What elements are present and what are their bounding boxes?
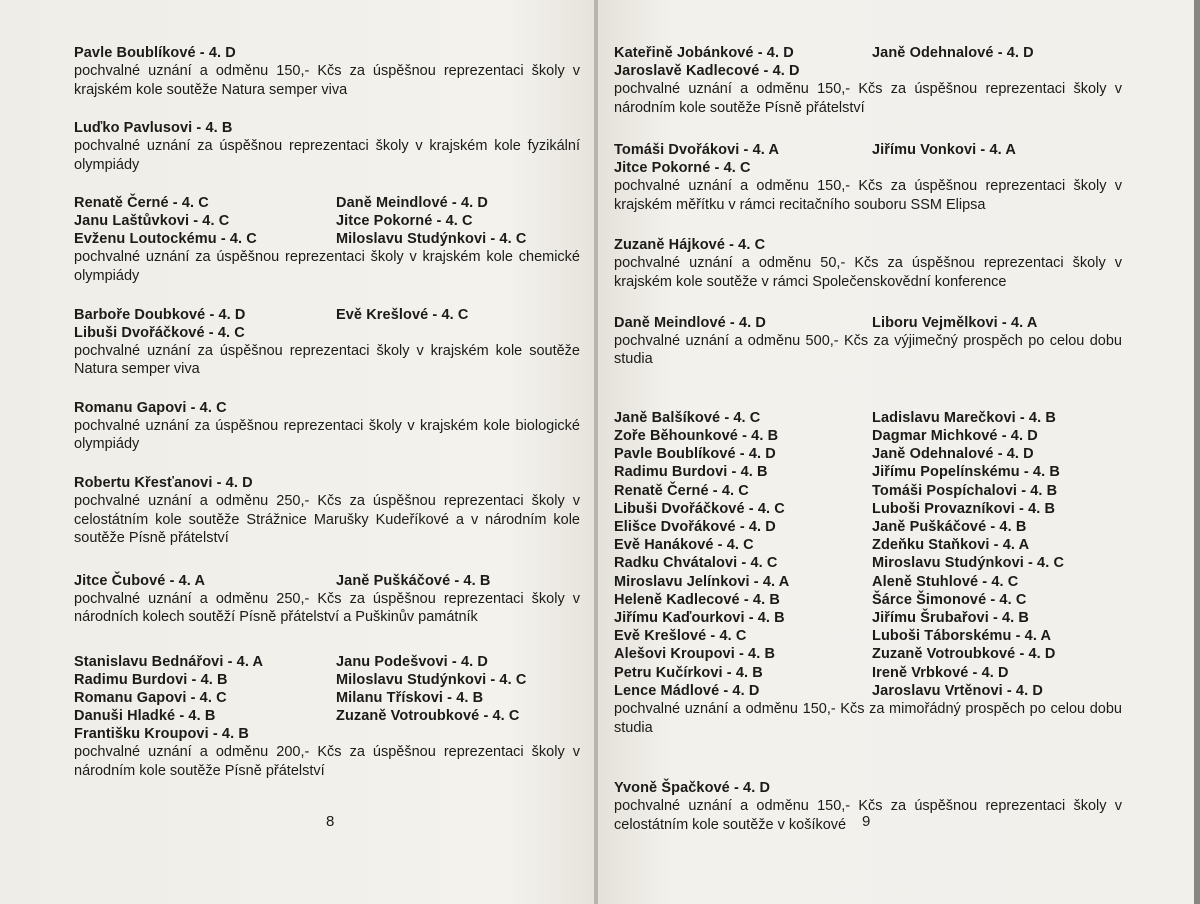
- recipient-name: Liboru Vejmělkovi - 4. A: [872, 314, 1038, 331]
- recipient-name: Jitce Pokorné - 4. C: [614, 160, 751, 177]
- recipient-name: Kateřině Jobánkové - 4. D: [614, 45, 794, 61]
- award-block: [614, 141, 1122, 214]
- recipient-name: Petru Kučírkovi - 4. B: [614, 664, 763, 681]
- recipient-name: Ladislavu Marečkovi - 4. B: [872, 409, 1056, 426]
- recipient-name: Libuši Dvořáčkové - 4. C: [614, 500, 785, 517]
- recipient-name: Janě Balšíkové - 4. C: [614, 409, 761, 426]
- left-page: [0, 0, 596, 904]
- recipient-name: Janu Podešvovi - 4. D: [336, 653, 488, 670]
- recipient-list: [614, 409, 1122, 700]
- page-number: 9: [862, 813, 871, 830]
- recipient-name: Jiřímu Šrubařovi - 4. B: [872, 609, 1030, 626]
- recipient-name: Jitce Pokorné - 4. C: [336, 213, 473, 230]
- page-edge: [1194, 0, 1200, 904]
- recipient-list-column: [614, 409, 872, 700]
- recipient-name: Radimu Burdovi - 4. B: [74, 671, 228, 688]
- recipient-list-column: [872, 409, 1130, 700]
- award-block: [74, 44, 580, 99]
- recipient-name: Heleně Kadlecové - 4. B: [614, 591, 780, 608]
- recipient-name: Romanu Gapovi - 4. C: [74, 689, 227, 706]
- recipient-name: Luboši Provazníkovi - 4. B: [872, 500, 1056, 517]
- recipient-name: Zuzaně Votroubkové - 4. C: [336, 707, 520, 724]
- recipient-name: Pavle Boublíkové - 4. D: [614, 446, 776, 463]
- recipient-name: Barboře Doubkové - 4. D: [74, 306, 246, 323]
- recipient-name: Daně Meindlové - 4. D: [614, 314, 766, 331]
- recipient-name: Janu Laštůvkovi - 4. C: [74, 213, 230, 230]
- award-text: pochvalné uznání a odměnu 150,- Kčs za úspěšnou reprezentaci školy v národním kole soutěže Písně přátelství: [614, 81, 1122, 116]
- recipient-name: Šárce Šimonové - 4. C: [872, 591, 1027, 608]
- recipient-name: Elišce Dvořákové - 4. D: [614, 518, 776, 535]
- award-text: pochvalné uznání za úspěšnou reprezentaci školy v krajském kole chemické olympiády: [74, 249, 580, 284]
- recipient-name: Dagmar Michkové - 4. D: [872, 427, 1038, 444]
- award-text: pochvalné uznání a odměnu 150,- Kčs za úspěšnou reprezentaci školy v krajském kole soutěže Natura semper viva: [74, 63, 580, 98]
- award-block: [74, 306, 580, 379]
- award-text: pochvalné uznání a odměnu 150,- Kčs za úspěšnou reprezentaci školy v celostátním kole soutěže v košíkové: [614, 798, 1122, 833]
- award-block: [614, 236, 1122, 291]
- recipient-name: Radku Chvátalovi - 4. C: [614, 555, 778, 572]
- recipient-name: Miloslavu Studýnkovi - 4. C: [336, 671, 527, 688]
- award-text: pochvalné uznání a odměnu 250,- Kčs za úspěšnou reprezentaci školy v celostátním kole soutěže Strážnice Marušky Kudeříkové a v národním kole soutěže Písně přátelství: [74, 492, 580, 547]
- recipient-name: Daně Meindlové - 4. D: [336, 195, 488, 212]
- award-list-block: [614, 409, 1122, 737]
- award-text: pochvalné uznání za úspěšnou reprezentaci školy v krajském kole fyzikální olympiády: [74, 138, 580, 173]
- recipient-name: Renatě Černé - 4. C: [614, 482, 749, 499]
- recipient-name: Alešovi Kroupovi - 4. B: [614, 646, 776, 663]
- award-text: pochvalné uznání za úspěšnou reprezentaci školy v krajském kole biologické olympiády: [74, 417, 580, 453]
- recipient-name: Zdeňku Staňkovi - 4. A: [872, 537, 1030, 554]
- recipient-name: Luboši Táborskému - 4. A: [872, 628, 1052, 645]
- recipient-name: Janě Puškáčové - 4. B: [336, 572, 491, 589]
- award-block: [74, 474, 580, 548]
- page-number: 8: [326, 813, 335, 830]
- recipient-name: Miroslavu Jelínkovi - 4. A: [614, 573, 790, 590]
- award-text: pochvalné uznání a odměnu 50,- Kčs za úspěšnou reprezentaci školy v krajském kole soutěže v rámci Společenskovědní konference: [614, 255, 1122, 290]
- recipient-name: Miroslavu Studýnkovi - 4. C: [872, 555, 1065, 572]
- right-page: [598, 0, 1200, 904]
- recipient-name: Danuši Hladké - 4. B: [74, 707, 216, 724]
- recipient-name: Evě Krešlové - 4. C: [336, 306, 469, 323]
- recipient-name: Pavle Boublíkové - 4. D: [74, 45, 236, 61]
- recipient-name: Janě Odehnalové - 4. D: [872, 446, 1034, 463]
- recipient-name: Jaroslavu Vrtěnovi - 4. D: [872, 682, 1043, 699]
- recipient-name: Tomáši Pospíchalovi - 4. B: [872, 482, 1058, 499]
- right-page-content: [614, 44, 1122, 854]
- recipient-name: Miloslavu Studýnkovi - 4. C: [336, 231, 527, 248]
- award-block: [614, 314, 1122, 369]
- left-page-content: [74, 44, 580, 800]
- recipient-name: Zoře Běhounkové - 4. B: [614, 427, 779, 444]
- award-text: pochvalné uznání a odměnu 250,- Kčs za úspěšnou reprezentaci školy v národních kolech soutěží Písně přátelství a Puškinův památník: [74, 590, 580, 626]
- award-block: [74, 399, 580, 454]
- recipient-name: Janě Puškáčové - 4. B: [872, 518, 1027, 535]
- recipient-name: Yvoně Špačkové - 4. D: [614, 780, 771, 797]
- recipient-name: Romanu Gapovi - 4. C: [74, 399, 227, 416]
- recipient-name: Evženu Loutockému - 4. C: [74, 231, 257, 248]
- award-block: [74, 194, 580, 285]
- recipient-name: Janě Odehnalové - 4. D: [872, 45, 1034, 61]
- recipient-name: Lence Mádlové - 4. D: [614, 682, 760, 699]
- recipient-name: Robertu Křesťanovi - 4. D: [74, 474, 253, 491]
- recipient-name: Jiřímu Vonkovi - 4. A: [872, 142, 1016, 159]
- recipient-name: Evě Krešlové - 4. C: [614, 628, 747, 645]
- recipient-name: Ireně Vrbkové - 4. D: [872, 664, 1009, 681]
- recipient-name: Aleně Stuhlové - 4. C: [872, 573, 1019, 590]
- recipient-name: Jitce Čubové - 4. A: [74, 572, 206, 589]
- recipient-name: Renatě Černé - 4. C: [74, 195, 209, 212]
- award-block: [74, 653, 580, 780]
- recipient-name: Libuši Dvořáčkové - 4. C: [74, 324, 245, 341]
- recipient-name: Zuzaně Hájkové - 4. C: [614, 237, 766, 254]
- recipient-name: Stanislavu Bednářovi - 4. A: [74, 653, 264, 670]
- recipient-name: Milanu Třískovi - 4. B: [336, 689, 484, 706]
- recipient-name: Tomáši Dvořákovi - 4. A: [614, 142, 780, 159]
- award-block: [74, 119, 580, 174]
- award-text: pochvalné uznání a odměnu 150,- Kčs za úspěšnou reprezentaci školy v krajském měřítku v rámci recitačního souboru SSM Elipsa: [614, 178, 1122, 213]
- recipient-name: Zuzaně Votroubkové - 4. D: [872, 646, 1056, 663]
- award-text: pochvalné uznání a odměnu 500,- Kčs za výjimečný prospěch po celou dobu studia: [614, 332, 1122, 368]
- recipient-name: Jaroslavě Kadlecové - 4. D: [614, 63, 800, 79]
- award-text: pochvalné uznání a odměnu 200,- Kčs za úspěšnou reprezentaci školy v národním kole soutěže Písně přátelství: [74, 743, 580, 779]
- recipient-name: Jiřímu Popelínskému - 4. B: [872, 464, 1060, 481]
- recipient-name: Luďko Pavlusovi - 4. B: [74, 120, 233, 137]
- recipient-name: Jiřímu Kaďourkovi - 4. B: [614, 609, 785, 626]
- award-block: [614, 44, 1122, 117]
- award-text: pochvalné uznání za úspěšnou reprezentaci školy v krajském kole soutěže Natura semper viva: [74, 342, 580, 378]
- award-block: [74, 572, 580, 627]
- recipient-name: Františku Kroupovi - 4. B: [74, 725, 249, 742]
- recipient-name: Evě Hanákové - 4. C: [614, 537, 754, 554]
- recipient-name: Radimu Burdovi - 4. B: [614, 464, 768, 481]
- award-text: pochvalné uznání a odměnu 150,- Kčs za mimořádný prospěch po celou dobu studia: [614, 701, 1122, 736]
